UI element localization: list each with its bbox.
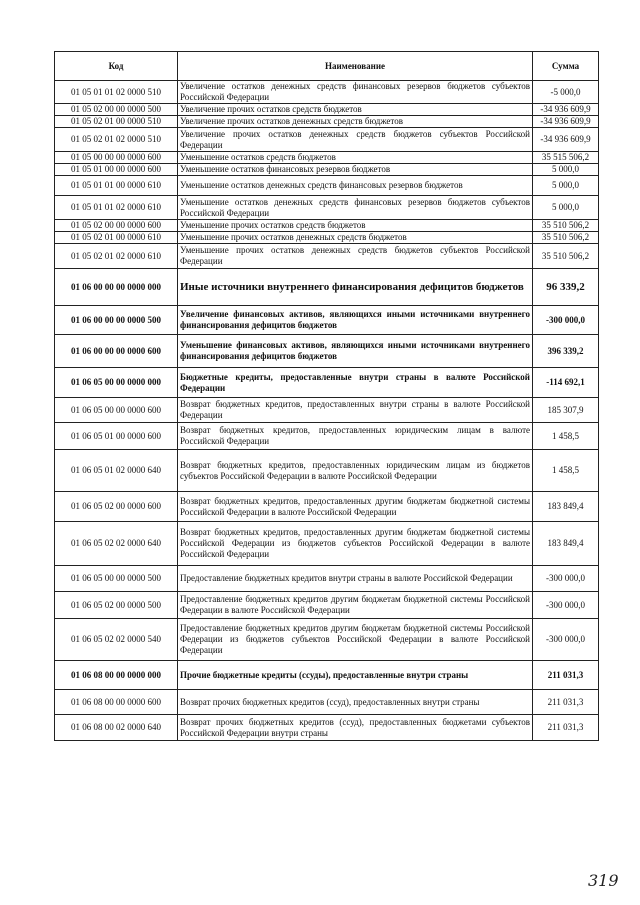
table-row [55, 116, 599, 128]
table-row [55, 220, 599, 232]
table-row [55, 368, 599, 398]
row-name: Уменьшение остатков денежных средств финансовых резервов бюджетов субъектов Российской Федерации [178, 196, 533, 220]
page-number: 319 [588, 871, 619, 890]
row-sum: 211 031,3 [533, 690, 599, 715]
table-row [55, 715, 599, 741]
table-row [55, 164, 599, 176]
row-code: 01 06 00 00 00 0000 500 [55, 306, 178, 335]
table-row [55, 522, 599, 566]
table-row [55, 269, 599, 306]
row-sum: -34 936 609,9 [533, 104, 599, 116]
row-code: 01 05 01 01 00 0000 610 [55, 176, 178, 196]
table-row [55, 423, 599, 450]
table-row [55, 566, 599, 592]
row-sum: 211 031,3 [533, 661, 599, 690]
row-code: 01 05 02 01 02 0000 510 [55, 128, 178, 152]
row-name: Иные источники внутреннего финансирования дефицитов бюджетов [178, 269, 533, 306]
row-sum: -300 000,0 [533, 566, 599, 592]
header-name: Наименование [178, 52, 533, 81]
row-sum: 1 458,5 [533, 423, 599, 450]
row-name: Возврат прочих бюджетных кредитов (ссуд), предоставленных бюджетами субъектов Российской Федерации внутри страны [178, 715, 533, 741]
row-name: Уменьшение остатков денежных средств финансовых резервов бюджетов [178, 176, 533, 196]
table-row [55, 450, 599, 492]
table-row [55, 81, 599, 104]
row-sum: 35 510 506,2 [533, 244, 599, 269]
row-sum: 183 849,4 [533, 492, 599, 522]
table-row [55, 619, 599, 661]
table-row [55, 306, 599, 335]
row-sum: 5 000,0 [533, 164, 599, 176]
row-sum: 396 339,2 [533, 335, 599, 368]
header-sum: Сумма [533, 52, 599, 81]
row-sum: -5 000,0 [533, 81, 599, 104]
row-code: 01 05 02 00 00 0000 500 [55, 104, 178, 116]
row-name: Возврат бюджетных кредитов, предоставленных внутри страны в валюте Российской Федерации [178, 398, 533, 423]
row-sum: -300 000,0 [533, 306, 599, 335]
row-code: 01 06 08 00 00 0000 600 [55, 690, 178, 715]
row-sum: 35 515 506,2 [533, 152, 599, 164]
table-row [55, 232, 599, 244]
row-name: Возврат бюджетных кредитов, предоставленных другим бюджетам бюджетной системы Российской Федерации из бюджетов субъектов Российской Федерации в валюте Российской Федерации [178, 522, 533, 566]
row-sum: -300 000,0 [533, 592, 599, 619]
row-code: 01 06 05 02 02 0000 640 [55, 522, 178, 566]
row-name: Уменьшение прочих остатков средств бюджетов [178, 220, 533, 232]
row-sum: 5 000,0 [533, 176, 599, 196]
row-sum: -34 936 609,9 [533, 116, 599, 128]
row-code: 01 06 05 02 00 0000 500 [55, 592, 178, 619]
row-name: Уменьшение остатков финансовых резервов бюджетов [178, 164, 533, 176]
row-code: 01 06 05 01 00 0000 600 [55, 423, 178, 450]
row-code: 01 06 05 02 02 0000 540 [55, 619, 178, 661]
row-name: Увеличение финансовых активов, являющихся иными источниками внутреннего финансирования дефицитов бюджетов [178, 306, 533, 335]
row-sum: 35 510 506,2 [533, 232, 599, 244]
row-name: Предоставление бюджетных кредитов другим бюджетам бюджетной системы Российской Федерации из бюджетов субъектов Российской Федерации в валюте Российской Федерации [178, 619, 533, 661]
row-name: Увеличение остатков денежных средств финансовых резервов бюджетов субъектов Российской Федерации [178, 81, 533, 104]
row-code: 01 06 08 00 02 0000 640 [55, 715, 178, 741]
budget-sources-table [54, 51, 599, 741]
row-sum: 5 000,0 [533, 196, 599, 220]
row-name: Предоставление бюджетных кредитов внутри страны в валюте Российской Федерации [178, 566, 533, 592]
row-name: Уменьшение остатков средств бюджетов [178, 152, 533, 164]
row-name: Увеличение прочих остатков денежных средств бюджетов [178, 116, 533, 128]
row-code: 01 06 05 00 00 0000 500 [55, 566, 178, 592]
table-row [55, 492, 599, 522]
table-row [55, 398, 599, 423]
row-name: Увеличение прочих остатков средств бюджетов [178, 104, 533, 116]
table-row [55, 128, 599, 152]
row-name: Возврат прочих бюджетных кредитов (ссуд), предоставленных внутри страны [178, 690, 533, 715]
row-code: 01 05 00 00 00 0000 600 [55, 152, 178, 164]
row-sum: 183 849,4 [533, 522, 599, 566]
row-code: 01 05 01 01 02 0000 510 [55, 81, 178, 104]
table-row [55, 196, 599, 220]
row-code: 01 06 05 00 00 0000 600 [55, 398, 178, 423]
row-name: Возврат бюджетных кредитов, предоставленных юридическим лицам в валюте Российской Федерации [178, 423, 533, 450]
row-code: 01 06 05 01 02 0000 640 [55, 450, 178, 492]
row-name: Возврат бюджетных кредитов, предоставленных другим бюджетам бюджетной системы Российской Федерации в валюте Российской Федерации [178, 492, 533, 522]
table-row [55, 661, 599, 690]
row-name: Бюджетные кредиты, предоставленные внутри страны в валюте Российской Федерации [178, 368, 533, 398]
row-code: 01 05 02 01 00 0000 610 [55, 232, 178, 244]
row-code: 01 05 02 01 02 0000 610 [55, 244, 178, 269]
row-code: 01 05 01 00 00 0000 600 [55, 164, 178, 176]
row-sum: 35 510 506,2 [533, 220, 599, 232]
row-name: Возврат бюджетных кредитов, предоставленных юридическим лицам из бюджетов субъектов Российской Федерации в валюте Российской Федерации [178, 450, 533, 492]
row-name: Уменьшение финансовых активов, являющихся иными источниками внутреннего финансирования дефицитов бюджетов [178, 335, 533, 368]
table-row [55, 690, 599, 715]
row-sum: -114 692,1 [533, 368, 599, 398]
row-name: Уменьшение прочих остатков денежных средств бюджетов субъектов Российской Федерации [178, 244, 533, 269]
table-row [55, 335, 599, 368]
row-sum: 211 031,3 [533, 715, 599, 741]
row-sum: 96 339,2 [533, 269, 599, 306]
row-sum: -300 000,0 [533, 619, 599, 661]
table-header-row [55, 52, 599, 81]
row-sum: 185 307,9 [533, 398, 599, 423]
table-row [55, 244, 599, 269]
row-code: 01 06 00 00 00 0000 600 [55, 335, 178, 368]
row-name: Прочие бюджетные кредиты (ссуды), предоставленные внутри страны [178, 661, 533, 690]
row-code: 01 05 02 00 00 0000 600 [55, 220, 178, 232]
table-row [55, 152, 599, 164]
row-sum: 1 458,5 [533, 450, 599, 492]
row-code: 01 06 05 02 00 0000 600 [55, 492, 178, 522]
table-row [55, 104, 599, 116]
row-code: 01 05 02 01 00 0000 510 [55, 116, 178, 128]
row-code: 01 06 05 00 00 0000 000 [55, 368, 178, 398]
row-code: 01 06 08 00 00 0000 000 [55, 661, 178, 690]
row-name: Увеличение прочих остатков денежных средств бюджетов субъектов Российской Федерации [178, 128, 533, 152]
row-code: 01 05 01 01 02 0000 610 [55, 196, 178, 220]
table-row [55, 176, 599, 196]
row-name: Уменьшение прочих остатков денежных средств бюджетов [178, 232, 533, 244]
header-code: Код [55, 52, 178, 81]
table-row [55, 592, 599, 619]
row-sum: -34 936 609,9 [533, 128, 599, 152]
row-code: 01 06 00 00 00 0000 000 [55, 269, 178, 306]
row-name: Предоставление бюджетных кредитов другим бюджетам бюджетной системы Российской Федерации в валюте Российской Федерации [178, 592, 533, 619]
